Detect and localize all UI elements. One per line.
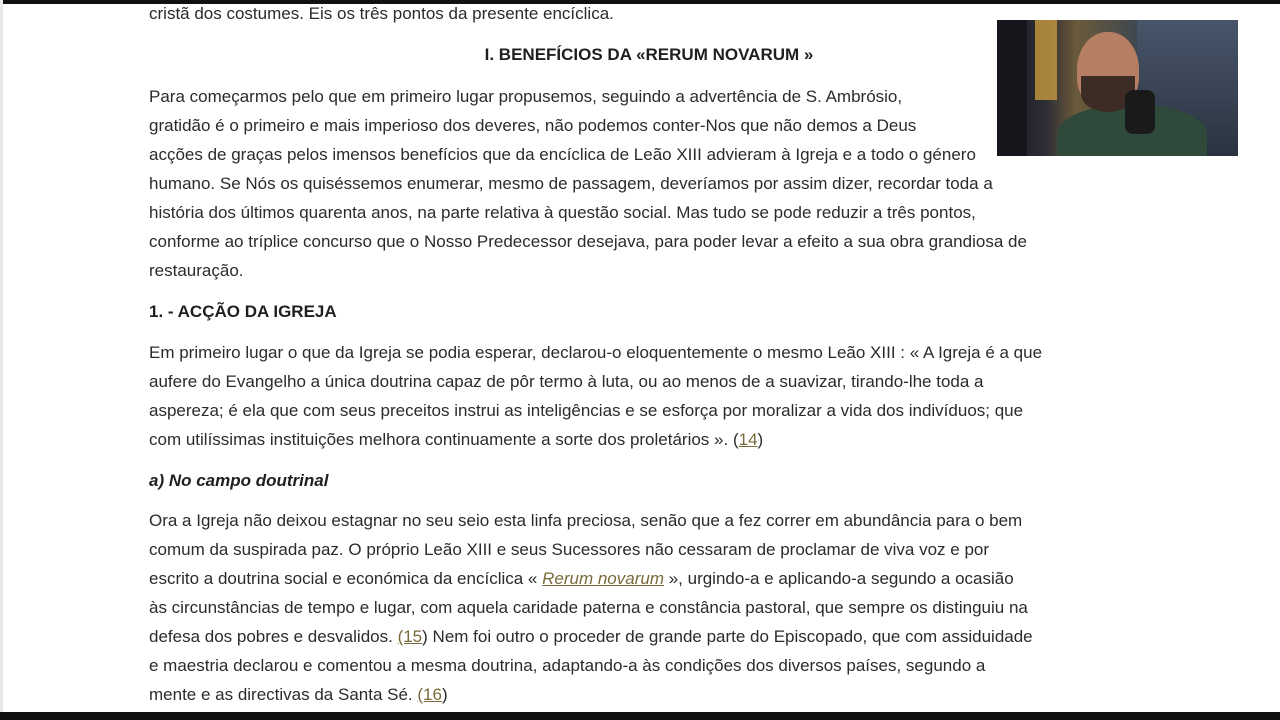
left-frame-edge bbox=[0, 0, 3, 720]
heading-campo-doutrinal: a) No campo doutrinal bbox=[149, 471, 329, 490]
para1-line: restauração. bbox=[149, 261, 244, 280]
ref15-close: ) bbox=[422, 627, 428, 646]
para3-after-ref15: Nem foi outro o proceder de grande parte do Episcopado, que com assiduidade bbox=[427, 627, 1033, 646]
microphone-icon bbox=[1125, 90, 1155, 134]
para1-line: história dos últimos quarenta anos, na parte relativa à questão social. Mas tudo se pode reduzir a três pontos, bbox=[149, 203, 976, 222]
para3-line: às circunstâncias de tempo e lugar, com aquela caridade paterna e constância pastoral, que sempre os distinguiu na bbox=[149, 598, 1028, 617]
footnote-14-link[interactable]: 14 bbox=[738, 430, 758, 449]
para3-line-text: defesa dos pobres e desvalidos. bbox=[149, 627, 398, 646]
para3-line-with-link bbox=[149, 569, 1014, 589]
webcam-lamp bbox=[1035, 20, 1057, 100]
footnote-16-link[interactable]: (16 bbox=[417, 685, 442, 704]
para1-line: humano. Se Nós os quiséssemos enumerar, mesmo de passagem, deveríamos por assim dizer, recordar toda a bbox=[149, 174, 993, 193]
intro-tail-line: cristã dos costumes. Eis os três pontos da presente encíclica. bbox=[149, 4, 614, 23]
para2-line-last bbox=[149, 430, 763, 450]
bottom-frame-bar bbox=[0, 712, 1280, 720]
heading-accao-da-igreja: 1. - ACÇÃO DA IGREJA bbox=[149, 302, 337, 321]
ref16-close: ) bbox=[441, 685, 448, 704]
para3-line-text: escrito a doutrina social e económica da encíclica « bbox=[149, 569, 543, 588]
para1-line: gratidão é o primeiro e mais imperioso dos deveres, não podemos conter-Nos que não demos a Deus bbox=[149, 116, 917, 135]
para3-after-link: », urgindo-a e aplicando-a segundo a ocasião bbox=[663, 569, 1014, 588]
para3-line-text: mente e as directivas da Santa Sé. bbox=[149, 685, 418, 704]
para3-line: e maestria declarou e comentou a mesma doutrina, adaptando-a às condições dos diversos países, segundo a bbox=[149, 656, 986, 675]
rerum-novarum-link[interactable]: Rerum novarum bbox=[542, 569, 664, 588]
para2-line: aspereza; é ela que com seus preceitos instrui as inteligências e se esforça por moralizar a vida dos indivíduos; que bbox=[149, 401, 1024, 420]
para3-line-with-ref15 bbox=[149, 627, 1033, 647]
webcam-overlay bbox=[997, 20, 1238, 156]
webcam-bookshelf bbox=[997, 20, 1027, 156]
para3-line: comum da suspirada paz. O próprio Leão XIII e seus Sucessores não cessaram de proclamar de viva voz e por bbox=[149, 540, 990, 559]
para2-line: Em primeiro lugar o que da Igreja se podia esperar, declarou-o eloquentemente o mesmo Leão XIII : « A Igreja é a que bbox=[149, 343, 1043, 362]
para1-line: Para começarmos pelo que em primeiro lugar propusemos, seguindo a advertência de S. Ambrósio, bbox=[149, 87, 903, 106]
para1-line: acções de graças pelos imensos benefícios que da encíclica de Leão XIII advieram à Igreja e a todo o género bbox=[149, 145, 976, 164]
para3-line: Ora a Igreja não deixou estagnar no seu seio esta linfa preciosa, senão que a fez correr em abundância para o bem bbox=[149, 511, 1023, 530]
para2-line-text: com utilíssimas instituições melhora continuamente a sorte dos proletários ». bbox=[149, 430, 729, 449]
ref14-close: ) bbox=[757, 430, 764, 449]
para2-line: aufere do Evangelho a única doutrina capaz de pôr termo à luta, ou ao menos de a suavizar, tirando-lhe toda a bbox=[149, 372, 984, 391]
para3-line-with-ref16 bbox=[149, 685, 448, 705]
ref14-space: ( bbox=[728, 430, 739, 449]
footnote-15-link[interactable]: (15 bbox=[397, 627, 423, 646]
section-title: I. BENEFÍCIOS DA «RERUM NOVARUM » bbox=[484, 45, 814, 64]
para1-line: conforme ao tríplice concurso que o Nosso Predecessor desejava, para poder levar a efeito a sua obra grandiosa de bbox=[149, 232, 1027, 251]
